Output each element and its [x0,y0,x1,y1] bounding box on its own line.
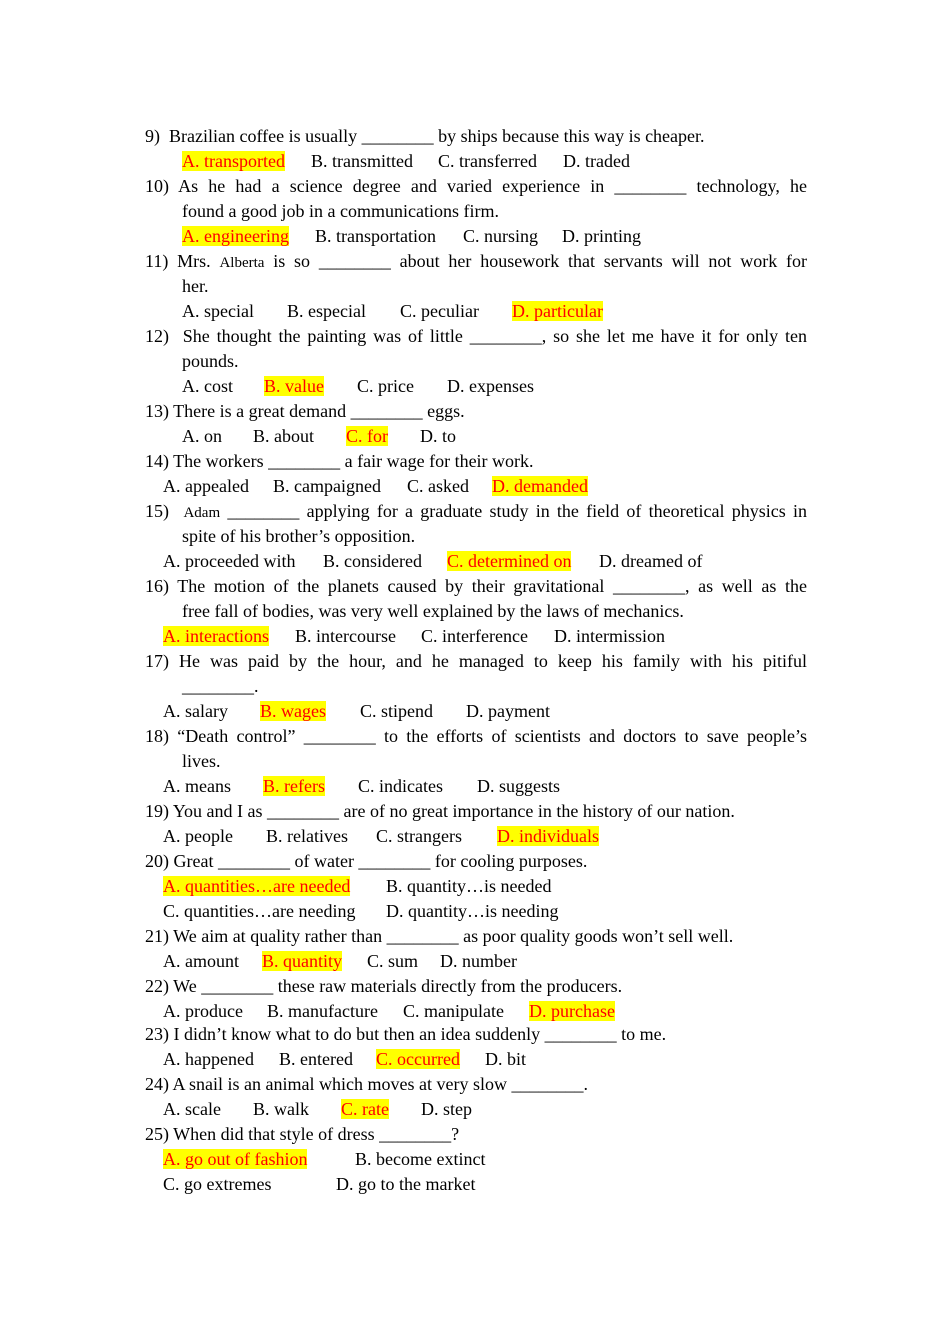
option-b: B. relatives [266,826,348,846]
option-b: B. refers [263,776,325,796]
question-19-stem: 19) You and I as ________ are of no great importance in the history of our nation. [145,801,735,821]
option-d: D. traded [563,151,630,171]
option-d: D. number [440,951,517,971]
option-d: D. demanded [492,476,588,496]
option-a: A. produce [163,1001,243,1021]
question-25-stem: 25) When did that style of dress ________? [145,1124,460,1144]
question-12-stem-cont: pounds. [182,351,239,371]
question-17-stem-cont: ________. [182,676,259,696]
option-c: C. sum [367,951,419,971]
option-c: C. quantities…are needing [163,901,356,921]
option-a: A. transported [182,151,285,171]
option-d: D. bit [485,1049,527,1069]
option-d: D. printing [562,226,641,246]
question-16-stem-cont: free fall of bodies, was very well explained by the laws of mechanics. [182,601,684,621]
option-a: A. people [163,826,233,846]
option-c: C. strangers [376,826,462,846]
option-d: D. quantity…is needing [386,901,559,921]
question-12-stem: 12) She thought the painting was of little ________, so she let me have it for only ten [145,326,807,346]
option-c: C. indicates [358,776,443,796]
question-13-stem: 13) There is a great demand ________ eggs. [145,401,465,421]
option-a: A. special [182,301,254,321]
option-c: C. stipend [360,701,434,721]
option-b: B. considered [323,551,422,571]
question-16-stem: 16) The motion of the planets caused by their gravitational ________, as well as the [145,576,807,596]
question-18-stem: 18) “Death control” ________ to the efforts of scientists and doctors to save people’s [145,726,807,746]
option-d: D. particular [512,301,603,321]
question-9-stem: 9) Brazilian coffee is usually ________ by ships because this way is cheaper. [145,126,705,146]
option-a: A. engineering [182,226,289,246]
option-a: A. on [182,426,222,446]
option-d: D. payment [466,701,550,721]
question-15-stem: 15) Adam ________ applying for a graduate study in the field of theoretical physics in [145,501,807,521]
question-10-stem-cont: found a good job in a communications firm. [182,201,499,221]
option-c: C. rate [341,1099,389,1119]
option-b: B. transportation [315,226,436,246]
option-a: A. go out of fashion [163,1149,308,1169]
option-d: D. purchase [529,1001,615,1021]
option-c: C. manipulate [403,1001,504,1021]
option-b: B. manufacture [267,1001,378,1021]
option-a: A. salary [163,701,228,721]
option-b: B. transmitted [311,151,413,171]
option-b: B. value [264,376,324,396]
option-d: D. to [420,426,456,446]
option-c: C. for [346,426,388,446]
question-11-stem-cont: her. [182,276,209,296]
option-a: A. interactions [163,626,269,646]
option-a: A. amount [163,951,239,971]
option-b: B. walk [253,1099,309,1119]
question-20-stem: 20) Great ________ of water ________ for cooling purposes. [145,851,588,871]
option-c: C. price [357,376,414,396]
option-b: B. especial [287,301,366,321]
question-18-stem-cont: lives. [182,751,221,771]
option-c: C. determined on [447,551,572,571]
option-d: D. expenses [447,376,534,396]
question-10-stem: 10) As he had a science degree and varied experience in ________ technology, he [145,176,807,196]
option-c: C. interference [421,626,528,646]
option-d: D. go to the market [336,1174,476,1194]
option-a: A. happened [163,1049,254,1069]
option-c: C. asked [407,476,469,496]
option-d: D. suggests [477,776,561,796]
option-c: C. occurred [376,1049,460,1069]
option-a: A. means [163,776,231,796]
option-a: A. cost [182,376,233,396]
question-17-stem: 17) He was paid by the hour, and he managed to keep his family with his pitiful [145,651,807,671]
question-11-stem: 11) Mrs. Alberta is so ________ about her housework that servants will not work for [145,251,807,271]
question-23-stem: 23) I didn’t know what to do but then an idea suddenly ________ to me. [145,1024,667,1044]
option-b: B. wages [260,701,326,721]
option-c: C. nursing [463,226,539,246]
question-21-stem: 21) We aim at quality rather than ________ as poor quality goods won’t sell well. [145,926,734,946]
option-b: B. about [253,426,314,446]
option-a: A. scale [163,1099,221,1119]
option-d: D. step [421,1099,472,1119]
option-b: B. campaigned [273,476,381,496]
option-c: C. transferred [438,151,537,171]
option-d: D. individuals [497,826,599,846]
option-b: B. entered [279,1049,353,1069]
question-22-stem: 22) We ________ these raw materials directly from the producers. [145,976,623,996]
question-15-stem-cont: spite of his brother’s opposition. [182,526,416,546]
question-14-stem: 14) The workers ________ a fair wage for their work. [145,451,534,471]
option-b: B. quantity [262,951,342,971]
option-b: B. intercourse [295,626,396,646]
option-c: C. peculiar [400,301,479,321]
option-b: B. quantity…is needed [386,876,552,896]
option-d: D. dreamed of [599,551,703,571]
option-b: B. become extinct [355,1149,486,1169]
option-c: C. go extremes [163,1174,272,1194]
option-a: A. quantities…are needed [163,876,351,896]
option-d: D. intermission [554,626,665,646]
question-24-stem: 24) A snail is an animal which moves at very slow ________. [145,1074,588,1094]
option-a: A. proceeded with [163,551,296,571]
option-a: A. appealed [163,476,249,496]
